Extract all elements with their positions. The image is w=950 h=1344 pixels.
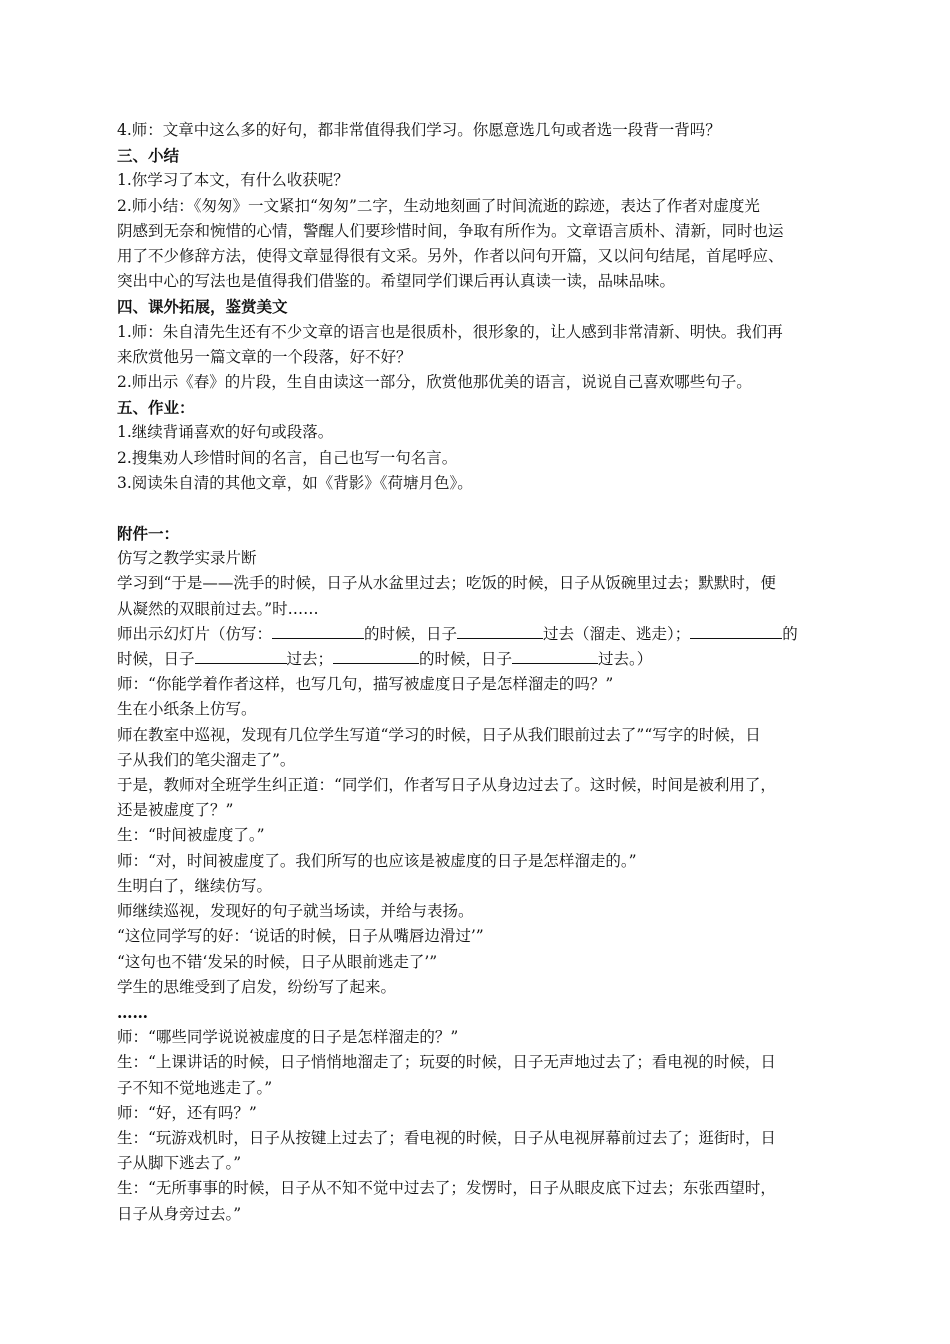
text-run: 过去（溜走、逃走）；	[543, 624, 691, 643]
blank-underline	[512, 648, 598, 664]
paragraph: 子从我们的笔尖溜走了”。	[117, 750, 296, 769]
paragraph: “这句也不错‘发呆的时候，日子从眼前逃走了’”	[117, 952, 438, 971]
paragraph: 学习到“于是——洗手的时候，日子从水盆里过去；吃饭的时候，日子从饭碗里过去；默默时，便	[117, 574, 776, 593]
paragraph: 4.师：文章中这么多的好句，都非常值得我们学习。你愿意选几句或者选一段背一背吗？	[117, 121, 721, 139]
paragraph: 2.搜集劝人珍惜时间的名言，自己也写一句名言。	[117, 448, 458, 467]
paragraph: 师在教室中巡视，发现有几位学生写道“学习的时候，日子从我们眼前过去了”“写字的时候，日	[117, 725, 761, 744]
paragraph: 日子从身旁过去。”	[117, 1204, 242, 1223]
blank-underline	[690, 623, 782, 639]
paragraph: 从凝然的双眼前过去。”时……	[117, 599, 319, 618]
paragraph: 生在小纸条上仿写。	[117, 700, 257, 719]
paragraph: “这位同学写的好：‘说话的时候，日子从嘴唇边滑过’”	[117, 927, 484, 946]
text-run: 的	[782, 624, 798, 643]
text-run: 的时候，日子	[364, 624, 458, 643]
blank-line	[117, 496, 847, 521]
blank-underline	[272, 623, 364, 639]
text-run: 时候，日子	[117, 650, 195, 669]
text-run: 过去。）	[598, 650, 653, 669]
slide-fill-blank-line-1	[117, 622, 847, 647]
paragraph: 突出中心的写法也是值得我们借鉴的。希望同学们课后再认真读一读，品味品味。	[117, 272, 676, 291]
document-page	[117, 118, 847, 1227]
paragraph: 生：“上课讲话的时候，日子悄悄地溜走了；玩耍的时候，日子无声地过去了；看电视的时候，日	[117, 1053, 776, 1072]
paragraph: 1.师：朱自清先生还有不少文章的语言也是很质朴，很形象的，让人感到非常清新、明快。我们再	[117, 322, 783, 341]
paragraph: 师继续巡视，发现好的句子就当场读，并给与表扬。	[117, 902, 474, 921]
paragraph: 3.阅读朱自清的其他文章，如《背影》《荷塘月色》。	[117, 473, 473, 492]
text-run: 的时候，日子	[419, 650, 513, 669]
paragraph: 子不知不觉地逃走了。”	[117, 1078, 273, 1097]
section-heading-summary: 三、小结	[117, 146, 180, 166]
blank-underline	[457, 623, 543, 639]
paragraph: 师：“哪些同学说说被虚度的日子是怎样溜走的？”	[117, 1028, 459, 1047]
paragraph: 师：“你能学着作者这样，也写几句，描写被虚度日子是怎样溜走的吗？”	[117, 675, 614, 694]
paragraph: 用了不少修辞方法，使得文章显得很有文采。另外，作者以问句开篇，又以问句结尾，首尾呼应、	[117, 247, 784, 266]
paragraph: 还是被虚度了？”	[117, 801, 234, 820]
paragraph: 学生的思维受到了启发，纷纷写了起来。	[117, 977, 397, 996]
paragraph: 生明白了，继续仿写。	[117, 876, 273, 895]
section-heading-homework: 五、作业：	[117, 398, 195, 418]
text-run: 师出示幻灯片（仿写：	[117, 624, 273, 643]
paragraph: 阴感到无奈和惋惜的心情，警醒人们要珍惜时间，争取有所作为。文章语言质朴、清新，同时也运	[117, 221, 784, 240]
paragraph: 于是，教师对全班学生纠正道：“同学们，作者写日子从身边过去了。这时候，时间是被利用了，	[117, 776, 776, 795]
slide-fill-blank-line-2	[117, 647, 847, 672]
paragraph: 来欣赏他另一篇文章的一个段落，好不好？	[117, 347, 412, 366]
paragraph: 生：“无所事事的时候，日子从不知不觉中过去了；发愣时，日子从眼皮底下过去；东张西望时，	[117, 1179, 776, 1198]
paragraph: 2.师出示《春》的片段，生自由读这一部分，欣赏他那优美的语言，说说自己喜欢哪些句子。	[117, 373, 752, 392]
blank-underline	[333, 648, 419, 664]
paragraph: 师：“好，还有吗？”	[117, 1103, 257, 1122]
paragraph: 生：“玩游戏机时，日子从按键上过去了；看电视的时候，日子从电视屏幕前过去了；逛街时，日	[117, 1128, 776, 1147]
text-run: 过去；	[286, 650, 334, 669]
ellipsis-line: ……	[117, 1002, 148, 1022]
paragraph: 生：“时间被虚度了。”	[117, 826, 265, 845]
paragraph: 子从脚下逃去了。”	[117, 1154, 242, 1173]
appendix-heading: 附件一：	[117, 524, 180, 544]
paragraph: 1.继续背诵喜欢的好句或段落。	[117, 423, 334, 442]
paragraph: 师：“对，时间被虚度了。我们所写的也应该是被虚度的日子是怎样溜走的。”	[117, 851, 637, 870]
paragraph: 仿写之教学实录片断	[117, 549, 257, 568]
blank-underline	[195, 648, 287, 664]
paragraph: 2.师小结：《匆匆》一文紧扣“匆匆”二字，生动地刻画了时间流逝的踪迹，表达了作者对虚度光	[117, 196, 760, 215]
section-heading-extension: 四、课外拓展，鉴赏美文	[117, 297, 288, 317]
paragraph: 1.你学习了本文，有什么收获呢？	[117, 171, 349, 190]
